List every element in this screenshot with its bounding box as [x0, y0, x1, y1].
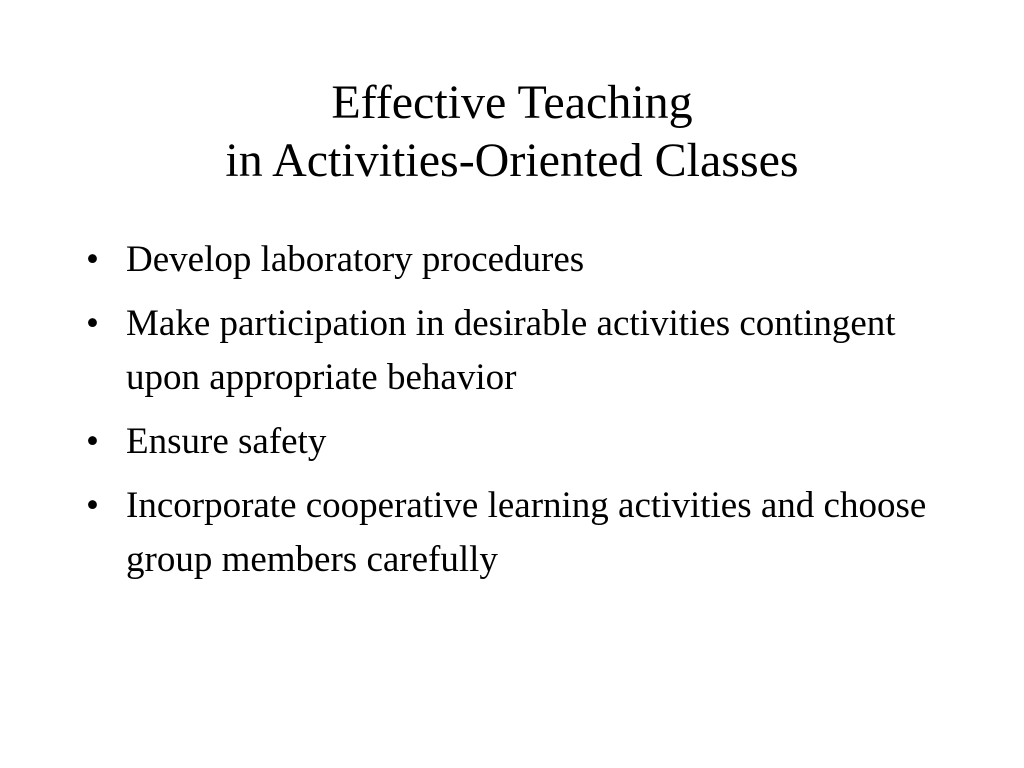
bullet-dot-icon: •: [86, 239, 99, 280]
bullet-item: [86, 415, 966, 469]
slide-title-line: Effective Teaching: [331, 76, 693, 129]
bullet-text: Incorporate cooperative learning activities and choose group members carefully: [126, 485, 927, 580]
bullet-item: [86, 233, 966, 287]
bullet-dot-icon: •: [86, 303, 99, 344]
bullet-text: Make participation in desirable activities contingent upon appropriate behavior: [126, 303, 896, 398]
bullet-text: Develop laboratory procedures: [126, 239, 585, 280]
bullet-dot-icon: •: [86, 485, 99, 526]
bullet-list: [86, 233, 966, 597]
bullet-text: Ensure safety: [126, 421, 327, 462]
bullet-item: [86, 479, 966, 587]
bullet-dot-icon: •: [86, 421, 99, 462]
slide-title-line: in Activities-Oriented Classes: [225, 134, 799, 187]
slide-title: [0, 74, 1024, 190]
bullet-item: [86, 297, 966, 405]
